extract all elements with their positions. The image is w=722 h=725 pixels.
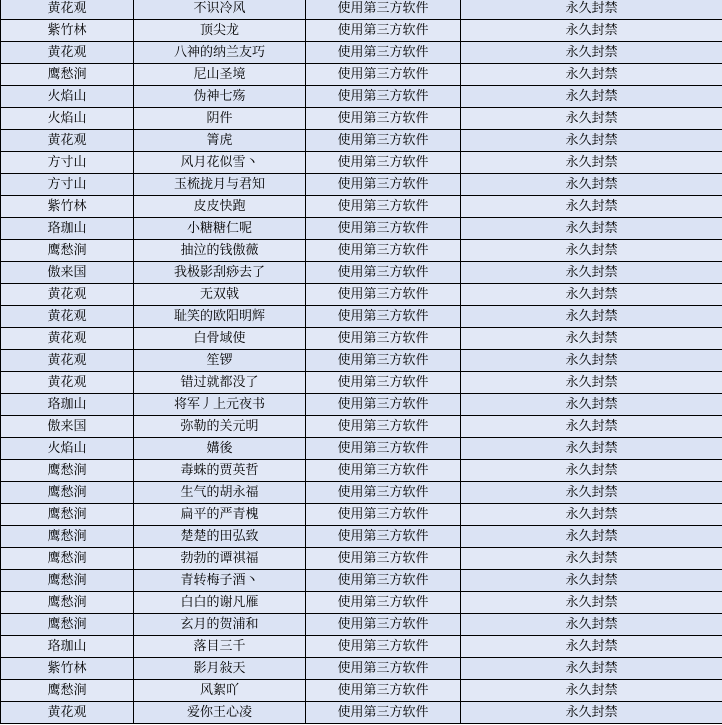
reason-cell: 使用第三方软件 [306, 680, 461, 702]
penalty-cell: 永久封禁 [461, 20, 722, 42]
table-row [1, 614, 722, 636]
penalty-cell: 永久封禁 [461, 636, 722, 658]
role-name-cell: 无双戟 [134, 284, 306, 306]
server-cell: 鹰愁涧 [1, 570, 134, 592]
table-row [1, 108, 722, 130]
server-cell: 黄花观 [1, 372, 134, 394]
server-cell: 火焰山 [1, 86, 134, 108]
table-row [1, 416, 722, 438]
server-cell: 鹰愁涧 [1, 504, 134, 526]
penalty-cell: 永久封禁 [461, 86, 722, 108]
role-name-cell: 耻笑的欧阳明辉 [134, 306, 306, 328]
server-cell: 鹰愁涧 [1, 526, 134, 548]
penalty-cell: 永久封禁 [461, 218, 722, 240]
reason-cell: 使用第三方软件 [306, 328, 461, 350]
penalty-cell: 永久封禁 [461, 174, 722, 196]
table-row [1, 394, 722, 416]
penalty-cell: 永久封禁 [461, 240, 722, 262]
reason-cell: 使用第三方软件 [306, 350, 461, 372]
table-row [1, 658, 722, 680]
server-cell: 黄花观 [1, 130, 134, 152]
table-row [1, 680, 722, 702]
table-row [1, 240, 722, 262]
role-name-cell: 楚楚的田弘致 [134, 526, 306, 548]
role-name-cell: 风月花似雪丶 [134, 152, 306, 174]
reason-cell: 使用第三方软件 [306, 306, 461, 328]
reason-cell: 使用第三方软件 [306, 240, 461, 262]
role-name-cell: 扁平的严青槐 [134, 504, 306, 526]
server-cell: 鹰愁涧 [1, 614, 134, 636]
table-row [1, 306, 722, 328]
penalty-cell: 永久封禁 [461, 526, 722, 548]
penalty-cell: 永久封禁 [461, 130, 722, 152]
role-name-cell: 毒蛛的贾英哲 [134, 460, 306, 482]
role-name-cell: 阴件 [134, 108, 306, 130]
penalty-cell: 永久封禁 [461, 680, 722, 702]
table-row [1, 460, 722, 482]
server-cell: 鹰愁涧 [1, 592, 134, 614]
role-name-cell: 生气的胡永福 [134, 482, 306, 504]
ban-list-body [1, 0, 722, 724]
role-name-cell: 媾後 [134, 438, 306, 460]
reason-cell: 使用第三方软件 [306, 482, 461, 504]
penalty-cell: 永久封禁 [461, 306, 722, 328]
table-row [1, 482, 722, 504]
server-cell: 黄花观 [1, 284, 134, 306]
penalty-cell: 永久封禁 [461, 658, 722, 680]
reason-cell: 使用第三方软件 [306, 20, 461, 42]
reason-cell: 使用第三方软件 [306, 658, 461, 680]
server-cell: 珞珈山 [1, 636, 134, 658]
role-name-cell: 不识冷风 [134, 0, 306, 20]
penalty-cell: 永久封禁 [461, 152, 722, 174]
table-row [1, 42, 722, 64]
penalty-cell: 永久封禁 [461, 196, 722, 218]
reason-cell: 使用第三方软件 [306, 108, 461, 130]
table-row [1, 438, 722, 460]
role-name-cell: 爱你王心凌 [134, 702, 306, 724]
server-cell: 鹰愁涧 [1, 548, 134, 570]
role-name-cell: 我极影刮痧去了 [134, 262, 306, 284]
server-cell: 火焰山 [1, 108, 134, 130]
reason-cell: 使用第三方软件 [306, 372, 461, 394]
table-row [1, 20, 722, 42]
reason-cell: 使用第三方软件 [306, 42, 461, 64]
reason-cell: 使用第三方软件 [306, 504, 461, 526]
server-cell: 黄花观 [1, 702, 134, 724]
server-cell: 紫竹林 [1, 196, 134, 218]
table-row [1, 86, 722, 108]
reason-cell: 使用第三方软件 [306, 702, 461, 724]
server-cell: 黄花观 [1, 0, 134, 20]
reason-cell: 使用第三方软件 [306, 526, 461, 548]
role-name-cell: 青转梅子酒丶 [134, 570, 306, 592]
reason-cell: 使用第三方软件 [306, 394, 461, 416]
penalty-cell: 永久封禁 [461, 42, 722, 64]
server-cell: 傲来国 [1, 262, 134, 284]
role-name-cell: 笙锣 [134, 350, 306, 372]
reason-cell: 使用第三方软件 [306, 196, 461, 218]
reason-cell: 使用第三方软件 [306, 614, 461, 636]
role-name-cell: 错过就都没了 [134, 372, 306, 394]
penalty-cell: 永久封禁 [461, 570, 722, 592]
table-row [1, 174, 722, 196]
table-row [1, 372, 722, 394]
server-cell: 珞珈山 [1, 394, 134, 416]
reason-cell: 使用第三方软件 [306, 284, 461, 306]
reason-cell: 使用第三方软件 [306, 416, 461, 438]
server-cell: 鹰愁涧 [1, 482, 134, 504]
reason-cell: 使用第三方软件 [306, 460, 461, 482]
table-row [1, 0, 722, 20]
role-name-cell: 尼山圣境 [134, 64, 306, 86]
reason-cell: 使用第三方软件 [306, 174, 461, 196]
role-name-cell: 八神的纳兰友巧 [134, 42, 306, 64]
penalty-cell: 永久封禁 [461, 350, 722, 372]
reason-cell: 使用第三方软件 [306, 218, 461, 240]
reason-cell: 使用第三方软件 [306, 636, 461, 658]
table-row [1, 570, 722, 592]
table-row [1, 592, 722, 614]
server-cell: 黄花观 [1, 42, 134, 64]
penalty-cell: 永久封禁 [461, 416, 722, 438]
table-row [1, 130, 722, 152]
table-row [1, 218, 722, 240]
role-name-cell: 顶尖龙 [134, 20, 306, 42]
reason-cell: 使用第三方软件 [306, 548, 461, 570]
penalty-cell: 永久封禁 [461, 592, 722, 614]
penalty-cell: 永久封禁 [461, 64, 722, 86]
table-row [1, 262, 722, 284]
reason-cell: 使用第三方软件 [306, 592, 461, 614]
table-row [1, 504, 722, 526]
role-name-cell: 白骨域使 [134, 328, 306, 350]
penalty-cell: 永久封禁 [461, 548, 722, 570]
server-cell: 紫竹林 [1, 658, 134, 680]
server-cell: 黄花观 [1, 306, 134, 328]
server-cell: 鹰愁涧 [1, 64, 134, 86]
role-name-cell: 伪神七殇 [134, 86, 306, 108]
reason-cell: 使用第三方软件 [306, 0, 461, 20]
server-cell: 黄花观 [1, 328, 134, 350]
role-name-cell: 抽泣的钱傲薇 [134, 240, 306, 262]
penalty-cell: 永久封禁 [461, 284, 722, 306]
server-cell: 方寸山 [1, 152, 134, 174]
penalty-cell: 永久封禁 [461, 438, 722, 460]
table-row [1, 196, 722, 218]
table-row [1, 548, 722, 570]
server-cell: 火焰山 [1, 438, 134, 460]
penalty-cell: 永久封禁 [461, 328, 722, 350]
penalty-cell: 永久封禁 [461, 482, 722, 504]
server-cell: 傲来国 [1, 416, 134, 438]
role-name-cell: 玄月的贺浦和 [134, 614, 306, 636]
server-cell: 方寸山 [1, 174, 134, 196]
reason-cell: 使用第三方软件 [306, 130, 461, 152]
penalty-cell: 永久封禁 [461, 702, 722, 724]
role-name-cell: 弥勒的关元明 [134, 416, 306, 438]
role-name-cell: 影月敍天 [134, 658, 306, 680]
role-name-cell: 将军丿上元夜书 [134, 394, 306, 416]
penalty-cell: 永久封禁 [461, 372, 722, 394]
reason-cell: 使用第三方软件 [306, 64, 461, 86]
role-name-cell: 白白的谢凡雁 [134, 592, 306, 614]
role-name-cell: 箐虎 [134, 130, 306, 152]
role-name-cell: 玉梳拢月与君知 [134, 174, 306, 196]
penalty-cell: 永久封禁 [461, 394, 722, 416]
table-row [1, 64, 722, 86]
server-cell: 黄花观 [1, 350, 134, 372]
role-name-cell: 风絮吖 [134, 680, 306, 702]
reason-cell: 使用第三方软件 [306, 438, 461, 460]
reason-cell: 使用第三方软件 [306, 86, 461, 108]
table-row [1, 636, 722, 658]
reason-cell: 使用第三方软件 [306, 152, 461, 174]
penalty-cell: 永久封禁 [461, 108, 722, 130]
penalty-cell: 永久封禁 [461, 614, 722, 636]
role-name-cell: 小糖糖仁呢 [134, 218, 306, 240]
penalty-cell: 永久封禁 [461, 504, 722, 526]
table-row [1, 702, 722, 724]
table-row [1, 350, 722, 372]
server-cell: 鹰愁涧 [1, 460, 134, 482]
server-cell: 鹰愁涧 [1, 680, 134, 702]
reason-cell: 使用第三方软件 [306, 570, 461, 592]
role-name-cell: 落目三千 [134, 636, 306, 658]
penalty-cell: 永久封禁 [461, 262, 722, 284]
penalty-cell: 永久封禁 [461, 460, 722, 482]
role-name-cell: 勃勃的谭祺福 [134, 548, 306, 570]
table-row [1, 328, 722, 350]
table-row [1, 526, 722, 548]
server-cell: 紫竹林 [1, 20, 134, 42]
role-name-cell: 皮皮快跑 [134, 196, 306, 218]
reason-cell: 使用第三方软件 [306, 262, 461, 284]
penalty-cell: 永久封禁 [461, 0, 722, 20]
server-cell: 珞珈山 [1, 218, 134, 240]
table-row [1, 284, 722, 306]
table-row [1, 152, 722, 174]
server-cell: 鹰愁涧 [1, 240, 134, 262]
